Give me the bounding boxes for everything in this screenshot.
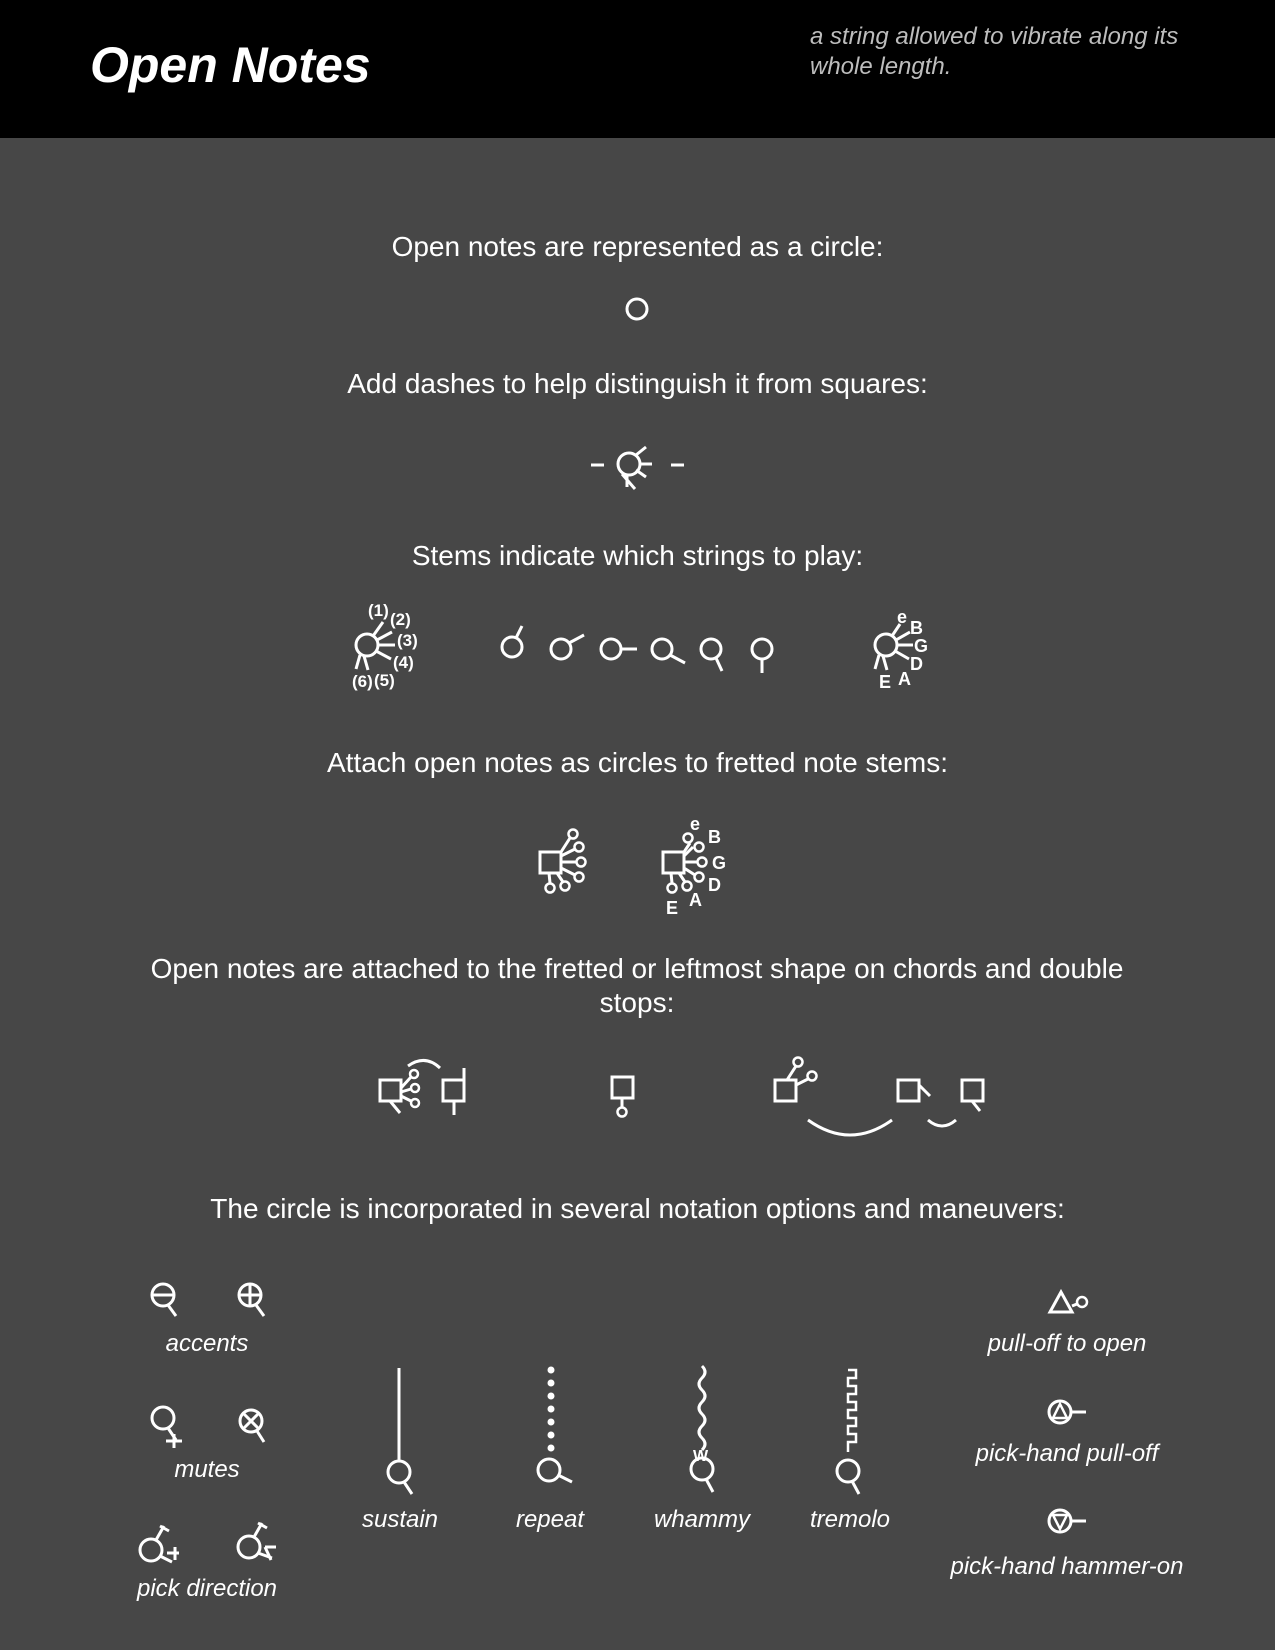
fretted-open-circles-named-icon: [663, 834, 707, 893]
accent-minus-icon: [152, 1284, 176, 1316]
fretted-open-circles-icon: [540, 830, 586, 893]
page-title: Open Notes: [90, 37, 371, 93]
caption-pick-direction: pick direction: [136, 1575, 278, 1602]
definition-text: a string allowed to vibrate along its whole length.: [810, 23, 1179, 80]
pick-up-icon: [238, 1523, 276, 1560]
pick-down-icon: [140, 1526, 179, 1562]
stem-string-6-icon: [752, 639, 772, 673]
slur-chord-open-icon: [775, 1058, 983, 1136]
repeat-icon: [538, 1367, 572, 1483]
string-name-a: A: [898, 669, 911, 689]
double-stop-open-icon: [612, 1077, 633, 1117]
caption-pick-hand-hammer-on: pick-hand hammer-on: [950, 1553, 1184, 1580]
caption-whammy: whammy: [653, 1506, 751, 1533]
fretted-string-name-g: G: [712, 853, 727, 873]
string-number-5: (5): [374, 671, 395, 690]
whammy-icon: [691, 1366, 713, 1492]
string-name-g: G: [914, 636, 929, 656]
string-number-6: (6): [352, 672, 373, 691]
heading-attach: Attach open notes as circles to fretted note stems:: [327, 747, 948, 778]
stem-string-3-icon: [601, 639, 637, 659]
fretted-string-name-e-low: E: [666, 898, 679, 918]
string-number-4: (4): [393, 653, 414, 672]
fretted-string-name-e: e: [690, 814, 701, 834]
caption-pull-off-to-open: pull-off to open: [987, 1330, 1147, 1357]
sustain-icon: [388, 1368, 412, 1494]
caption-pick-hand-pull-off: pick-hand pull-off: [975, 1440, 1159, 1467]
string-name-e-low: E: [879, 672, 892, 692]
string-name-d: D: [910, 654, 923, 674]
whammy-w-mark: W: [693, 1448, 709, 1465]
accent-plus-icon: [239, 1284, 264, 1316]
heading-stems: Stems indicate which strings to play:: [411, 540, 864, 571]
pick-hand-pull-off-icon: [1049, 1401, 1086, 1423]
heading-chords: Open notes are attached to the fretted or leftmost shape on chords and double stops:: [150, 953, 1124, 1018]
string-number-3: (3): [397, 631, 418, 650]
string-number-2: (2): [390, 610, 411, 629]
tremolo-icon: [837, 1370, 859, 1494]
mute-plus-icon: [152, 1407, 182, 1448]
chord-open-notes-icon: [380, 1060, 464, 1115]
string-number-stems-icon: [356, 622, 395, 670]
heading-dashes: Add dashes to help distinguish it from squares:: [347, 368, 928, 399]
stem-string-1-icon: [502, 626, 522, 657]
stem-string-4-icon: [652, 639, 685, 663]
caption-repeat: repeat: [515, 1506, 585, 1533]
fretted-string-name-d: D: [708, 875, 721, 895]
stem-string-2-icon: [551, 635, 584, 659]
caption-sustain: sustain: [361, 1506, 439, 1533]
string-number-1: (1): [368, 601, 389, 620]
string-name-e: e: [897, 607, 908, 627]
open-note-circle-icon: [627, 299, 647, 319]
fretted-string-name-b: B: [708, 827, 721, 847]
string-name-b: B: [910, 618, 923, 638]
mute-x-icon: [240, 1410, 264, 1442]
dashed-open-note-icon: [591, 447, 684, 489]
pull-off-to-open-icon: [1050, 1292, 1087, 1312]
fretted-string-name-a: A: [689, 890, 702, 910]
heading-circle: Open notes are represented as a circle:: [391, 231, 884, 262]
caption-mutes: mutes: [174, 1456, 240, 1483]
stem-string-5-icon: [701, 639, 722, 671]
caption-tremolo: tremolo: [809, 1506, 891, 1533]
heading-options: The circle is incorporated in several notation options and maneuvers:: [210, 1193, 1065, 1224]
string-name-stems-icon: [875, 624, 913, 670]
pick-hand-hammer-on-icon: [1049, 1510, 1086, 1532]
caption-accents: accents: [165, 1330, 249, 1357]
